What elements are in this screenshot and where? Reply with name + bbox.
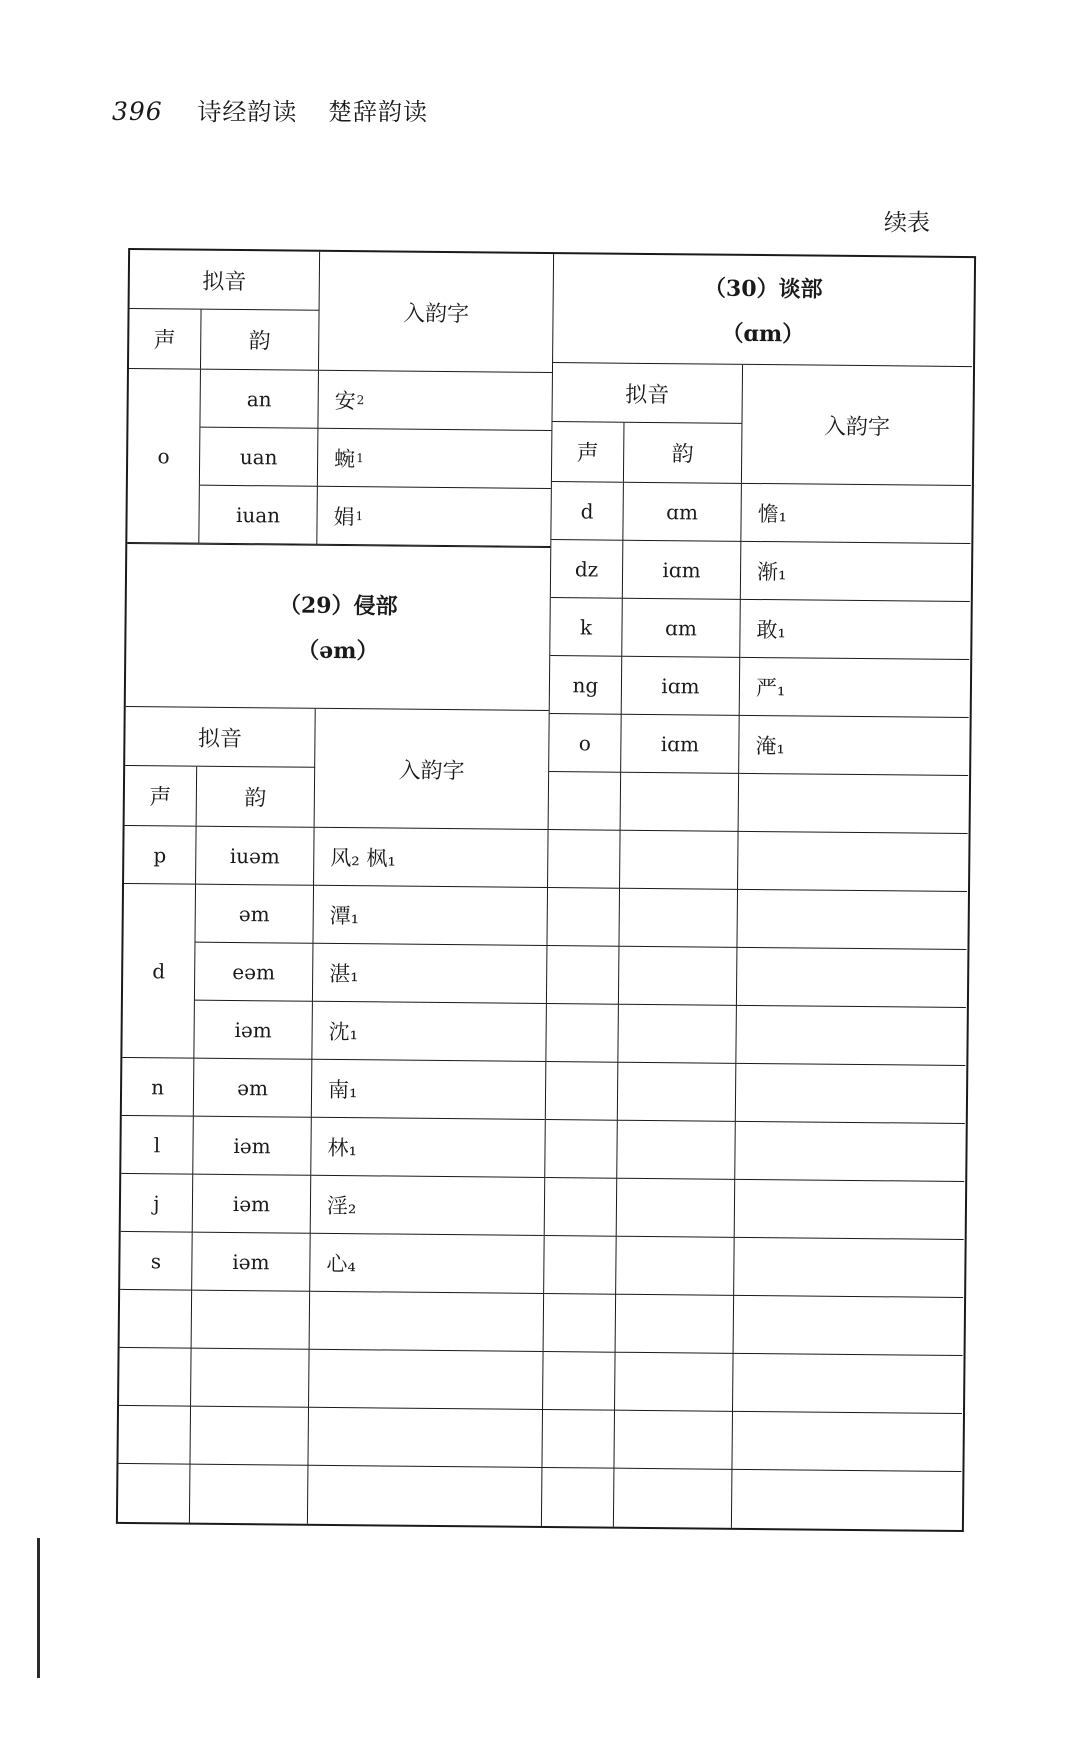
table-cell-yun: iɑm [622,657,741,716]
table-cell-yun: əm [194,1059,313,1118]
table-cell-empty [737,890,967,950]
table-cell-chars: 南₁ [312,1060,546,1120]
table-cell-empty [616,1295,735,1354]
table-cell-empty [544,1236,617,1295]
table-cell-empty [732,1470,962,1530]
table-cell-chars: 心₄ [310,1234,544,1294]
table-cell-empty [308,1408,542,1468]
table-cell-empty [734,1296,964,1356]
table-cell-sheng: n [122,1058,195,1117]
table-cell-yun: əm [195,885,314,944]
table-cell-empty [545,1178,618,1237]
table-cell-empty [736,1064,966,1124]
table-cell-empty [547,888,620,947]
section-30-rime: （ɑm） [721,320,805,348]
table-cell-yun: an [200,370,319,429]
table-cell-empty [618,1063,737,1122]
table-cell-sheng: s [120,1232,193,1291]
left-top-header [129,250,553,373]
table-cell-sheng: d [122,884,196,1059]
table-cell-empty [738,832,968,892]
continued-label: 续表 [884,210,930,236]
table-cell-chars: 渐₁ [741,542,971,602]
table-cell-empty [620,831,739,890]
table-cell-yun: iəm [193,1175,312,1234]
table-cell-empty [192,1291,311,1350]
table-cell-yun: iəm [192,1233,311,1292]
header-sheng: 声 [125,766,198,826]
table-cell-chars: 蜿 1 [318,429,552,489]
section-29-title-block [126,543,551,711]
binding-margin-line [37,1538,40,1678]
table-cell-empty [739,774,969,834]
table-cell-empty [542,1468,615,1527]
table-cell-empty [543,1352,616,1411]
section-30-title-block [553,254,973,367]
section-29-rime: （əm） [297,637,379,665]
left-half [118,250,554,1526]
table-cell-empty [308,1466,542,1526]
table-cell-empty [545,1120,618,1179]
table-cell-empty [546,1062,619,1121]
table-cell-empty [619,947,738,1006]
table-cell-empty [190,1407,309,1466]
table-cell-empty [736,1006,966,1066]
table-cell-empty [732,1412,962,1472]
table-cell-sheng: ng [550,656,623,715]
table-cell-empty [733,1354,963,1414]
table-cell-empty [118,1406,191,1465]
table-cell-sheng: d [551,482,624,541]
table-cell-empty [546,1004,619,1063]
table-cell-empty [616,1237,735,1296]
table-cell-chars: 敢₁ [740,600,970,660]
table-cell-yun: iɑm [621,715,740,774]
table-cell-empty [549,772,622,831]
table-cell-yun: iuan [199,486,318,545]
table-cell-yun: iəm [194,1001,313,1060]
table-cell-empty [547,946,620,1005]
header-sheng: 声 [552,422,625,482]
header-ryzi: 入韵字 [823,414,891,440]
section-29-title: （29）侵部 [278,592,398,620]
table-cell-empty [542,1410,615,1469]
table-cell-chars: 憺₁ [741,484,971,544]
table-cell-yun: iəm [193,1117,312,1176]
table-cell-empty [120,1290,193,1349]
table-cell-empty [548,830,621,889]
left-top-rows [127,369,552,547]
table-cell-empty [614,1469,733,1528]
table-cell-sheng: o [549,714,622,773]
table-cell-empty [615,1353,734,1412]
header-yun: 韵 [624,423,743,483]
table-cell-empty [119,1348,192,1407]
header-ryzi: 入韵字 [402,301,470,327]
section-29-header [125,707,549,830]
table-cell-empty [190,1465,309,1524]
section-30-rows [542,482,971,1530]
header-nyin: 拟音 [552,363,743,424]
table-cell-empty [617,1121,736,1180]
table-cell-empty [735,1180,965,1240]
table-cell-sheng: k [550,598,623,657]
table-cell-chars: 严₁ [740,658,970,718]
table-cell-chars: 安 2 [318,371,552,431]
right-half [542,254,973,1530]
table-cell-yun: uan [200,428,319,487]
table-cell-yun: iɑm [623,541,742,600]
table-cell-sheng: p [124,826,197,885]
table-cell-empty [309,1350,543,1410]
table-cell-chars: 湛₁ [313,944,547,1004]
table-cell-empty [617,1179,736,1238]
table-cell-yun: eəm [195,943,314,1002]
header-nyin: 拟音 [125,707,316,768]
header-nyin: 拟音 [130,250,321,311]
table-cell-yun: ɑm [622,599,741,658]
table-cell-empty [735,1122,965,1182]
header-ryzi: 入韵字 [398,758,465,784]
table-cell-empty [191,1349,310,1408]
table-cell-empty [614,1411,733,1470]
rhyme-table [116,248,976,1532]
table-cell-empty [737,948,967,1008]
table-cell-empty [619,889,738,948]
table-cell-empty [118,1464,191,1523]
table-cell-empty [310,1292,544,1352]
header-yun: 韵 [197,767,316,827]
table-cell-sheng: o [127,369,201,544]
table-cell-chars: 淹₁ [739,716,969,776]
table-cell-yun: ɑm [623,483,742,542]
table-cell-chars: 潭₁ [313,886,547,946]
table-cell-chars: 沈₁ [312,1002,546,1062]
table-cell-empty [544,1294,617,1353]
table-cell-yun: iuəm [196,827,315,886]
table-cell-chars: 娟 1 [317,487,551,547]
table-cell-sheng: l [121,1116,194,1175]
section-30-title: （30）谈部 [703,275,823,303]
header-yun: 韵 [201,310,320,370]
book-title-chuci: 楚辞韵读 [328,98,428,126]
table-cell-sheng: j [121,1174,194,1233]
table-cell-chars: 淫₂ [311,1176,545,1236]
page-number: 396 [112,97,163,126]
table-cell-empty [734,1238,964,1298]
table-cell-empty [618,1005,737,1064]
running-header [112,92,428,127]
table-cell-sheng: dz [551,540,624,599]
table-cell-empty [621,773,740,832]
section-29-rows [118,826,548,1526]
header-sheng: 声 [129,309,202,369]
table-cell-chars: 风₂ 枫₁ [314,828,548,888]
section-30-header [552,363,972,486]
book-title-shijing: 诗经韵读 [197,98,298,126]
table-cell-chars: 林₁ [311,1118,545,1178]
